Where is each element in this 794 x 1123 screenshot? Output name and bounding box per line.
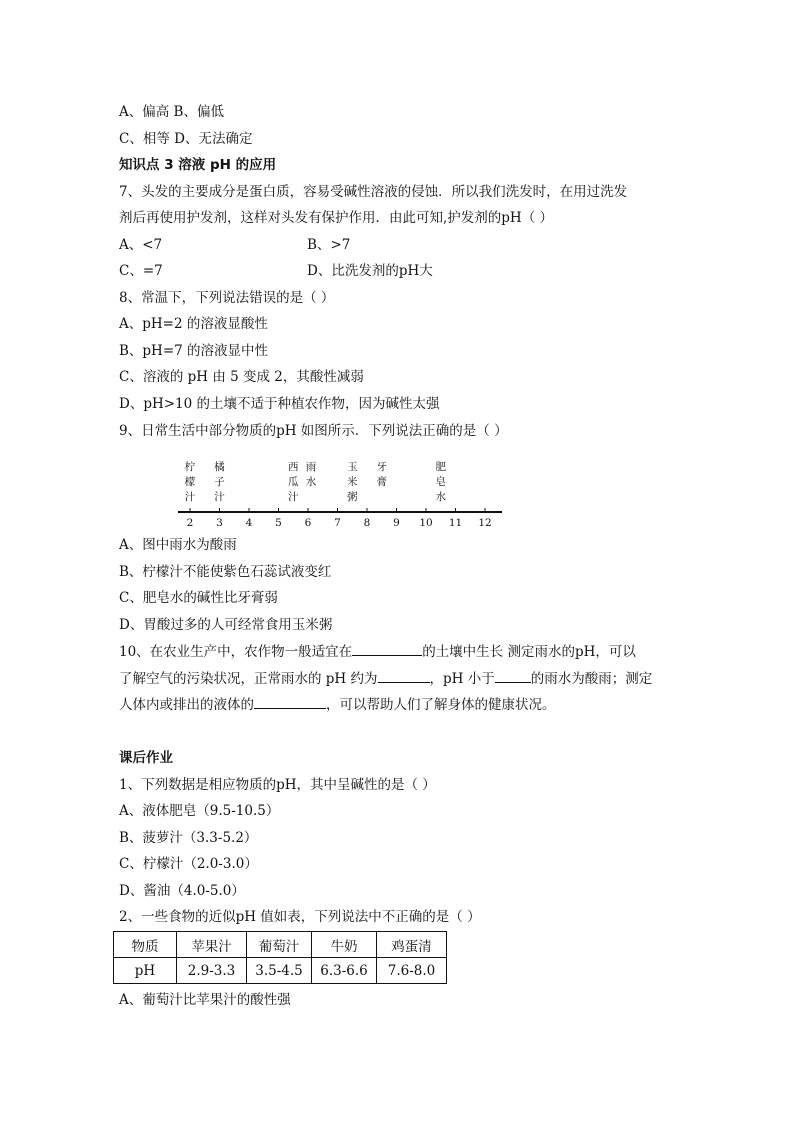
hw-q1-option-c: C、柠檬汁（2.0-3.0） <box>119 856 258 872</box>
section-title: 知识点 3 溶液 pH 的应用 <box>119 157 277 173</box>
hw-q2-stem: 2、一些食物的近似pH 值如表，下列说法中不正确的是（ ） <box>119 909 481 925</box>
ph-substance-label: 米 <box>347 476 358 488</box>
ph-substance-label: 雨 <box>305 461 317 473</box>
ph-substance-label: 粥 <box>347 491 358 503</box>
q9-option-a: A、图中雨水为酸雨 <box>119 537 237 553</box>
q10-text: 了解空气的污染状况，正常雨水的 pH 约为 <box>119 671 378 687</box>
ph-substance-label: 檬 <box>184 476 196 488</box>
table-cell: 3.5-4.5 <box>247 958 312 984</box>
ph-substance-label: 汁 <box>214 491 225 503</box>
q10-blank-4[interactable] <box>254 694 326 709</box>
table-cell: 鸡蛋清 <box>377 932 447 958</box>
table-cell: 7.6-8.0 <box>377 958 447 984</box>
q7-options-row1 <box>119 235 519 255</box>
table-cell: 苹果汁 <box>177 932 247 958</box>
q10-text: 10、在农业生产中，农作物一般适宜在 <box>119 644 353 660</box>
q9-option-c: C、肥皂水的碱性比牙膏弱 <box>119 590 278 606</box>
ph-tick-label: 5 <box>275 517 282 529</box>
hw-q1-stem: 1、下列数据是相应物质的pH，其中呈碱性的是（ ） <box>119 777 436 793</box>
ph-substance-label: 玉 <box>347 461 358 473</box>
q7-stem-line2: 剂后再使用护发剂，这样对头发有保护作用．由此可知,护发剂的pH（ ） <box>119 210 553 226</box>
q7-option-b: B、>7 <box>307 237 351 253</box>
table-cell: 牛奶 <box>312 932 377 958</box>
q9-option-b: B、柠檬汁不能使紫色石蕊试液变红 <box>119 564 332 580</box>
hw-q2-option-a: A、葡萄汁比苹果汁的酸性强 <box>119 992 291 1008</box>
q7-options-row2 <box>119 261 519 281</box>
q7-stem-line1: 7、头发的主要成分是蛋白质，容易受碱性溶液的侵蚀．所以我们洗发时，在用过洗发 <box>119 184 628 200</box>
q10-text: ，pH 小于 <box>429 671 495 687</box>
table-cell: pH <box>114 958 177 984</box>
ph-substance-label: 柠 <box>184 461 196 473</box>
ph-tick-label: 9 <box>393 517 400 529</box>
table-cell: 物质 <box>114 932 177 958</box>
hw-q1-option-a: A、液体肥皂（9.5-10.5） <box>119 803 280 819</box>
q7-option-a: A、<7 <box>119 237 163 253</box>
ph-tick-label: 6 <box>304 517 312 529</box>
q8-option-a: A、pH=2 的溶液显酸性 <box>119 316 268 332</box>
ph-substance-label: 子 <box>214 476 225 488</box>
ph-substance-label: 西 <box>288 461 299 473</box>
ph-substance-label: 水 <box>435 491 446 503</box>
q10-blank-1[interactable] <box>352 641 422 656</box>
ph-scale-figure <box>170 456 510 534</box>
q10-line1 <box>119 641 636 662</box>
ph-tick-label: 2 <box>186 517 194 529</box>
q10-line2 <box>119 668 652 689</box>
q8-option-b: B、pH=7 的溶液显中性 <box>119 343 269 359</box>
table-cell: 葡萄汁 <box>247 932 312 958</box>
ph-tick-label: 11 <box>448 517 463 529</box>
q9-stem: 9、日常生活中部分物质的pH 如图所示．下列说法正确的是（ ） <box>119 423 508 439</box>
q7-option-d: D、比洗发剂的pH大 <box>307 263 433 279</box>
ph-substance-label: 瓜 <box>288 476 299 488</box>
ph-substance-label: 汁 <box>184 491 196 503</box>
q10-line3 <box>119 694 556 715</box>
q6-option-ab: A、偏高 B、偏低 <box>119 104 224 120</box>
ph-tick-label: 12 <box>478 517 492 529</box>
ph-substance-label: 肥 <box>435 461 446 473</box>
q8-stem: 8、常温下，下列说法错误的是（ ） <box>119 290 335 306</box>
ph-substance-label: 汁 <box>288 491 299 503</box>
q10-text: 人体内或排出的液体的 <box>119 697 254 713</box>
hw-q1-option-b: B、菠萝汁（3.3-5.2） <box>119 830 258 846</box>
ph-substance-label: 橘 <box>214 461 225 473</box>
ph-tick-label: 10 <box>419 517 433 529</box>
table-cell: 6.3-6.6 <box>312 958 377 984</box>
table-cell: 2.9-3.3 <box>177 958 247 984</box>
ph-tick-label: 7 <box>334 517 341 529</box>
q8-option-d: D、pH>10 的土壤不适于种植农作物，因为碱性太强 <box>119 396 440 412</box>
ph-substance-label: 水 <box>305 476 317 488</box>
q9-option-d: D、胃酸过多的人可经常食用玉米粥 <box>119 617 333 633</box>
q10-text: 的雨水为酸雨；测定 <box>530 671 653 687</box>
hw-q1-option-d: D、酱油（4.0-5.0） <box>119 883 245 899</box>
q6-option-cd: C、相等 D、无法确定 <box>119 131 253 147</box>
ph-tick-label: 8 <box>363 517 371 529</box>
table-row <box>114 958 447 984</box>
ph-substance-label: 膏 <box>376 476 387 488</box>
ph-substance-label: 皂 <box>435 476 446 488</box>
homework-title: 课后作业 <box>119 750 173 766</box>
ph-substance-label: 牙 <box>376 461 387 473</box>
ph-tick-label: 4 <box>245 517 253 529</box>
q10-text: ，可以帮助人们了解身体的健康状况。 <box>326 697 556 713</box>
q10-blank-3[interactable] <box>495 668 531 683</box>
ph-table <box>113 931 447 984</box>
q10-text: 的土壤中生长 测定雨水的pH，可以 <box>422 644 636 660</box>
q7-option-c: C、=7 <box>119 263 163 279</box>
q8-option-c: C、溶液的 pH 由 5 变成 2，其酸性减弱 <box>119 369 364 385</box>
ph-tick-label: 3 <box>216 517 223 529</box>
q10-blank-2[interactable] <box>378 668 430 683</box>
table-header-row <box>114 932 447 958</box>
